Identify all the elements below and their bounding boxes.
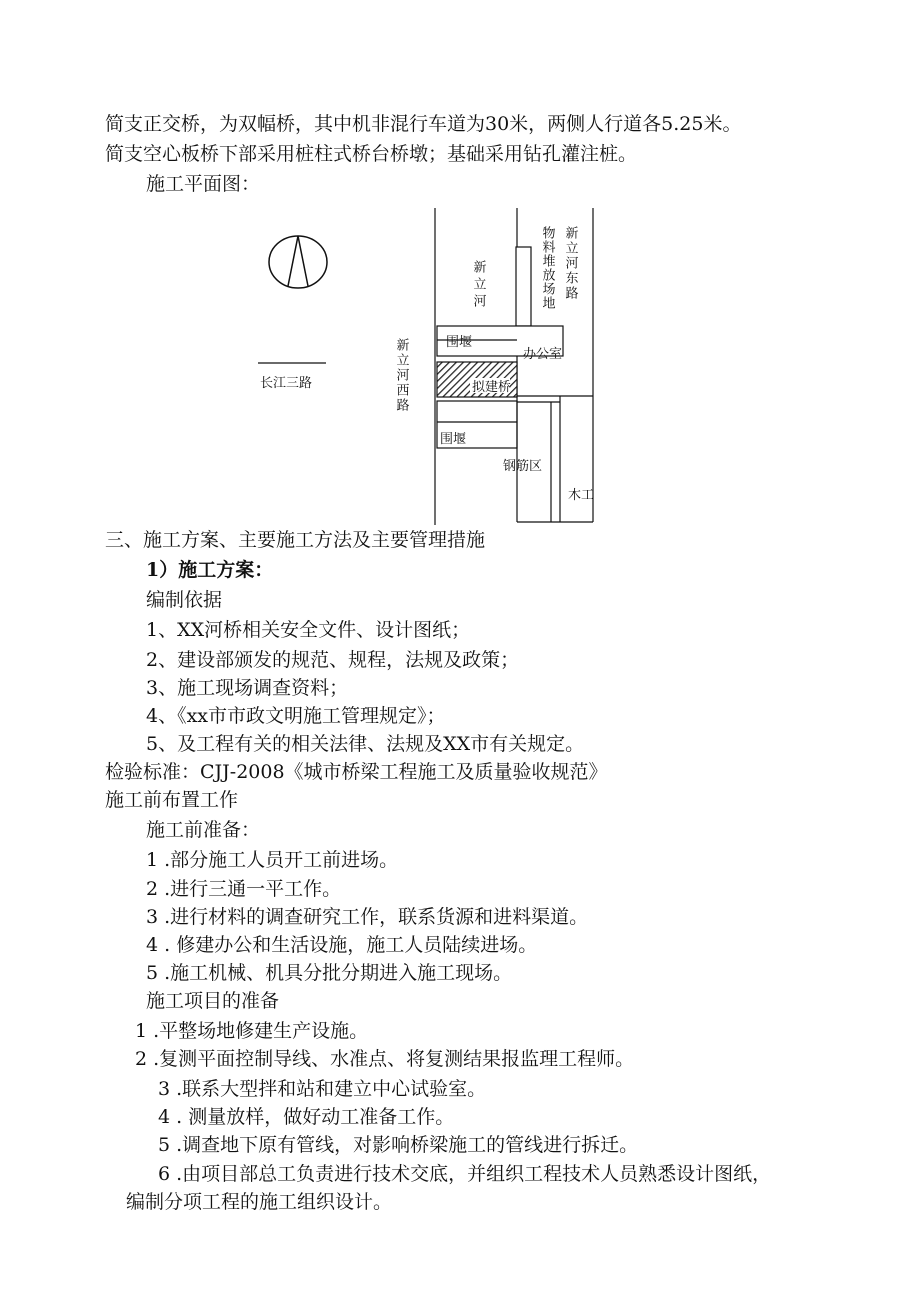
project-item: 4 . 测量放样，做好动工准备工作。: [158, 1106, 455, 1128]
project-prep-title: 施工项目的准备: [146, 990, 280, 1012]
prep-item: 1 .部分施工人员开工前进场。: [146, 849, 399, 871]
label-road-changjiang: 长江三路: [260, 376, 313, 391]
subsection-1-title: 1）施工方案：: [146, 559, 274, 581]
section-3-heading: 三、施工方案、主要施工方法及主要管理措施: [105, 529, 486, 551]
prep-item: 3 .进行材料的调查研究工作，联系货源和进料渠道。: [146, 906, 589, 928]
label-cofferdam-top: 围堰: [446, 335, 473, 350]
intro-line-2: 简支空心板桥下部采用桩柱式桥台桥墩；基础采用钻孔灌注桩。: [105, 143, 638, 165]
basis-item: 1、XX河桥相关安全文件、设计图纸；: [146, 619, 471, 641]
intro-line-1: 简支正交桥，为双幅桥，其中机非混行车道为30米，两侧人行道各5.25米。: [105, 113, 742, 135]
plan-caption: 施工平面图：: [146, 173, 261, 195]
storage-area-box: [516, 247, 531, 326]
label-road-west: 新立河西路: [393, 338, 409, 413]
label-carpentry: 木工: [568, 488, 595, 503]
north-arrow-icon: [269, 236, 327, 288]
project-item: 5 .调查地下原有管线，对影响桥梁施工的管线进行拆迁。: [158, 1134, 639, 1156]
basis-item: 4、《xx市市政文明施工管理规定》；: [146, 705, 446, 727]
label-rebar-area: 钢筋区: [503, 459, 543, 474]
project-item: 3 .联系大型拌和站和建立中心试验室。: [158, 1078, 487, 1100]
prep-item: 5 .施工机械、机具分批分期进入施工现场。: [146, 962, 513, 984]
label-storage: 物料堆放场地: [539, 226, 555, 310]
label-river: 新立河: [470, 260, 486, 311]
label-bridge: 拟建桥: [472, 380, 512, 395]
project-item: 2 .复测平面控制导线、水准点、将复测结果报监理工程师。: [135, 1048, 635, 1070]
basis-item: 2、建设部颁发的规范、规程，法规及政策；: [146, 649, 520, 671]
basis-item: 3、施工现场调查资料；: [146, 677, 349, 699]
label-cofferdam-bottom: 围堰: [440, 432, 467, 447]
basis-title: 编制依据: [146, 589, 223, 611]
site-plan-diagram: [250, 200, 610, 540]
inspection-standard: 检验标准：CJJ-2008《城市桥梁工程施工及质量验收规范》: [105, 761, 608, 783]
basis-item: 5、及工程有关的相关法律、法规及XX市有关规定。: [146, 733, 585, 755]
project-item: 1 .平整场地修建生产设施。: [135, 1020, 369, 1042]
prep-item: 2 .进行三通一平工作。: [146, 878, 342, 900]
label-road-east: 新立河东路: [562, 226, 578, 301]
prep-item: 4 . 修建办公和生活设施，施工人员陆续进场。: [146, 934, 538, 956]
project-item-continued: 编制分项工程的施工组织设计。: [126, 1191, 393, 1213]
prep-heading: 施工前布置工作: [105, 789, 239, 811]
prep-title: 施工前准备：: [146, 819, 261, 841]
project-item: 6 .由项目部总工负责进行技术交底，并组织工程技术人员熟悉设计图纸，: [158, 1163, 772, 1185]
label-office: 办公室: [523, 347, 563, 362]
